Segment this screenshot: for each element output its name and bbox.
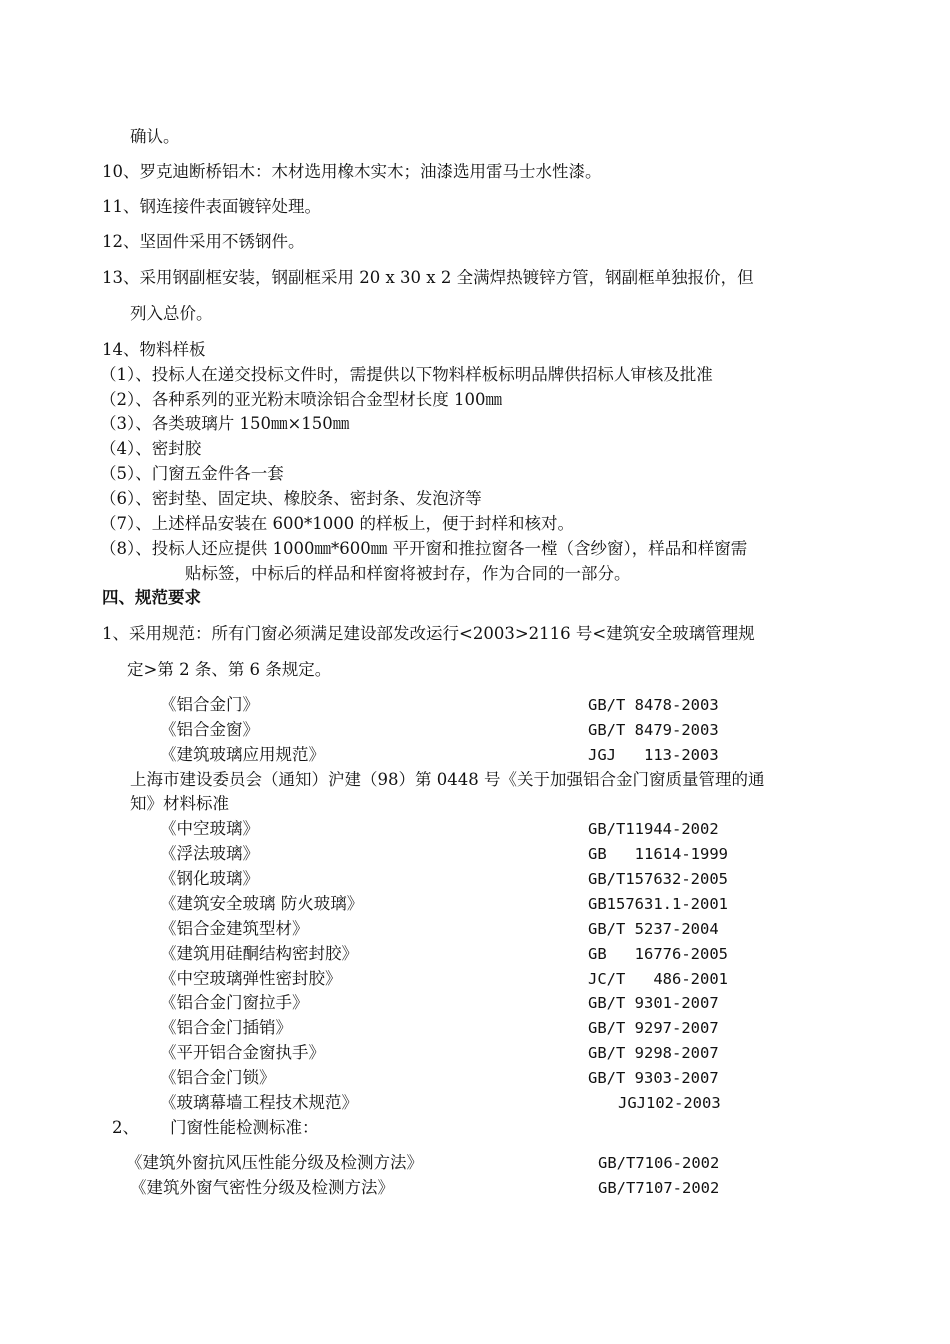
standard-name: 《钢化玻璃》 [160,869,259,888]
item-13-line-2: 列入总价。 [130,304,213,323]
standard-name: 《铝合金门窗拉手》 [160,993,309,1012]
spec-paragraph-2-text: 门窗性能检测标准： [170,1118,319,1137]
standard-name: 《铝合金门》 [160,695,259,714]
section-heading: 四、规范要求 [102,588,201,607]
sample-item: （5）、门窗五金件各一套 [100,464,284,483]
spec-paragraph-2-number: 2、 [112,1118,139,1137]
standard-code: JC/T 486-2001 [588,970,728,988]
standard-code: JGJ102-2003 [618,1094,721,1112]
standard-code: GB/T 9298-2007 [588,1044,719,1062]
sample-item-continued: 贴标签，中标后的样品和样窗将被封存，作为合同的一部分。 [185,564,631,583]
sample-item: （2）、各种系列的亚光粉末喷涂铝合金型材长度 100㎜ [100,390,502,409]
item-12: 12、坚固件采用不锈钢件。 [102,232,305,251]
spec-paragraph-1-line-2: 定>第 2 条、第 6 条规定。 [127,660,332,679]
sample-item: （3）、各类玻璃片 150㎜×150㎜ [100,414,350,433]
standard-code: GB/T 9303-2007 [588,1069,719,1087]
standard-code: GB/T7106-2002 [598,1154,720,1172]
item-14: 14、物料样板 [102,340,206,359]
standard-code: JGJ 113-2003 [588,746,719,764]
item-13-line-1: 13、采用钢副框安装，钢副框采用 20 x 30 x 2 全满焊热镀锌方管，钢副框单独报价，但 [102,268,754,287]
shanghai-notice-line-1: 上海市建设委员会（通知）沪建（98）第 0448 号《关于加强铝合金门窗质量管理的通 [130,770,765,789]
standard-code: GB/T 9301-2007 [588,994,719,1012]
standard-code: GB/T11944-2002 [588,820,719,838]
standard-name: 《建筑用硅酮结构密封胶》 [160,944,358,963]
standard-code: GB/T 9297-2007 [588,1019,719,1037]
sample-item: （6）、密封垫、固定块、橡胶条、密封条、发泡济等 [100,489,482,508]
standard-name: 《建筑外窗气密性分级及检测方法》 [130,1178,394,1197]
standard-name: 《玻璃幕墙工程技术规范》 [160,1093,358,1112]
standard-name: 《建筑玻璃应用规范》 [160,745,325,764]
continued-text: 确认。 [130,127,180,146]
standard-name: 《中空玻璃弹性密封胶》 [160,969,342,988]
item-11: 11、钢连接件表面镀锌处理。 [102,197,321,216]
standard-code: GB 11614-1999 [588,845,728,863]
standard-name: 《铝合金门锁》 [160,1068,276,1087]
standard-name: 《铝合金建筑型材》 [160,919,309,938]
standard-name: 《铝合金窗》 [160,720,259,739]
shanghai-notice-line-2: 知》材料标准 [130,794,229,813]
standard-code: GB/T 5237-2004 [588,920,719,938]
standard-name: 《平开铝合金窗执手》 [160,1043,325,1062]
standard-code: GB/T157632-2005 [588,870,728,888]
standard-code: GB 16776-2005 [588,945,728,963]
item-10: 10、罗克迪断桥铝木：木材选用橡木实木；油漆选用雷马士水性漆。 [102,162,602,181]
standard-name: 《浮法玻璃》 [160,844,259,863]
sample-item: （1）、投标人在递交投标文件时，需提供以下物料样板标明品牌供招标人审核及批准 [100,365,713,384]
sample-item: （7）、上述样品安装在 600*1000 的样板上，便于封样和核对。 [100,514,574,533]
standard-code: GB/T7107-2002 [598,1179,720,1197]
standard-code: GB/T 8479-2003 [588,721,719,739]
sample-item: （4）、密封胶 [100,439,202,458]
standard-code: GB157631.1-2001 [588,895,728,913]
spec-paragraph-1-line-1: 1、采用规范：所有门窗必须满足建设部发改运行<2003>2116 号<建筑安全玻璃管理规 [102,624,755,643]
sample-item: （8）、投标人还应提供 1000㎜*600㎜ 平开窗和推拉窗各一樘（含纱窗），样品和样窗需 [100,539,748,558]
standard-code: GB/T 8478-2003 [588,696,719,714]
standard-name: 《铝合金门插销》 [160,1018,292,1037]
standard-name: 《建筑外窗抗风压性能分级及检测方法》 [126,1153,423,1172]
standard-name: 《中空玻璃》 [160,819,259,838]
standard-name: 《建筑安全玻璃 防火玻璃》 [160,894,364,913]
